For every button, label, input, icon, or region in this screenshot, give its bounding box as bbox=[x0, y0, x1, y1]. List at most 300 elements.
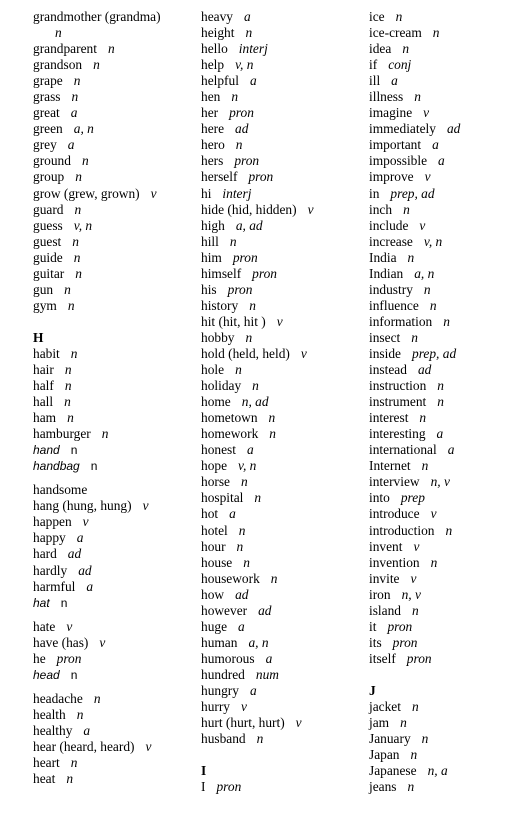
headword: into bbox=[369, 490, 390, 506]
part-of-speech: n bbox=[414, 89, 421, 105]
part-of-speech: prep, ad bbox=[390, 185, 435, 201]
headword: help bbox=[201, 57, 225, 73]
headword: have (has) bbox=[33, 634, 89, 650]
word-entry bbox=[201, 410, 366, 426]
headword: ice-cream bbox=[369, 25, 422, 41]
headword: Indian bbox=[369, 265, 404, 281]
part-of-speech: v bbox=[276, 313, 283, 329]
word-entry bbox=[369, 715, 527, 731]
headword: heart bbox=[33, 754, 60, 770]
part-of-speech: v bbox=[430, 506, 437, 522]
headword: international bbox=[369, 442, 437, 458]
part-of-speech: n bbox=[437, 378, 444, 394]
part-of-speech: v bbox=[66, 618, 73, 634]
part-of-speech: v bbox=[99, 634, 106, 650]
headword: interest bbox=[369, 410, 409, 426]
part-of-speech: ad bbox=[235, 586, 249, 602]
headword: industry bbox=[369, 281, 413, 297]
part-of-speech: a bbox=[265, 650, 273, 666]
part-of-speech: a bbox=[76, 530, 84, 546]
headword: it bbox=[369, 618, 377, 634]
word-entry bbox=[369, 250, 527, 266]
headword: influence bbox=[369, 297, 419, 313]
word-entry bbox=[201, 314, 366, 330]
headword: inside bbox=[369, 345, 401, 361]
part-of-speech: n bbox=[101, 426, 109, 442]
part-of-speech: a bbox=[243, 9, 251, 24]
part-of-speech: n bbox=[64, 361, 72, 377]
headword: height bbox=[201, 25, 235, 41]
word-entry bbox=[33, 426, 198, 442]
part-of-speech: v, n bbox=[235, 57, 254, 73]
headword: hour bbox=[201, 538, 226, 554]
headword: hear (heard, heard) bbox=[33, 738, 135, 754]
headword: January bbox=[369, 731, 411, 747]
headword: interview bbox=[369, 474, 420, 490]
part-of-speech: a bbox=[86, 578, 94, 594]
part-of-speech: n bbox=[64, 378, 72, 394]
word-entry bbox=[369, 89, 527, 105]
word-entry bbox=[201, 105, 366, 121]
word-entry bbox=[201, 731, 366, 747]
part-of-speech: n bbox=[407, 779, 415, 795]
word-entry bbox=[201, 73, 366, 89]
word-entry bbox=[33, 202, 198, 218]
word-entry bbox=[33, 458, 198, 482]
part-of-speech: ad bbox=[67, 546, 82, 562]
part-of-speech: n bbox=[73, 249, 81, 265]
part-of-speech: ad bbox=[258, 602, 272, 618]
part-of-speech: pron bbox=[248, 169, 274, 185]
headword: gun bbox=[33, 281, 54, 297]
part-of-speech: ad bbox=[446, 121, 461, 137]
word-entry bbox=[369, 458, 527, 474]
headword: immediately bbox=[369, 121, 436, 137]
part-of-speech: n bbox=[241, 474, 248, 490]
part-of-speech: n bbox=[410, 747, 418, 763]
word-entry bbox=[201, 635, 366, 651]
word-entry bbox=[33, 619, 198, 635]
headword: guitar bbox=[33, 265, 65, 281]
word-entry bbox=[33, 57, 198, 73]
headword: grey bbox=[33, 137, 57, 153]
section-spacer bbox=[201, 747, 366, 763]
headword: husband bbox=[201, 731, 246, 747]
part-of-speech: prep, ad bbox=[412, 345, 457, 361]
headword: high bbox=[201, 217, 225, 233]
part-of-speech: a bbox=[70, 105, 78, 121]
word-entry bbox=[201, 442, 366, 458]
part-of-speech: v bbox=[150, 185, 157, 201]
part-of-speech: n bbox=[90, 459, 98, 474]
word-entry bbox=[369, 266, 527, 282]
headword: if bbox=[369, 57, 378, 73]
headword: improve bbox=[369, 169, 414, 185]
part-of-speech: n bbox=[411, 329, 418, 345]
headword: grandparent bbox=[33, 41, 97, 57]
headword: hide (hid, hidden) bbox=[201, 201, 297, 217]
headword: hobby bbox=[201, 329, 235, 345]
word-entry bbox=[33, 739, 198, 755]
word-entry bbox=[369, 603, 527, 619]
word-entry bbox=[33, 121, 198, 137]
word-entry bbox=[369, 490, 527, 506]
word-entry bbox=[201, 378, 366, 394]
headword: housework bbox=[201, 570, 260, 586]
headword: instruction bbox=[369, 378, 427, 394]
part-of-speech: n bbox=[268, 410, 276, 426]
part-of-speech: num bbox=[255, 666, 279, 682]
headword: handbag bbox=[33, 459, 80, 474]
word-entry bbox=[201, 9, 366, 25]
part-of-speech: n, v bbox=[430, 474, 450, 490]
part-of-speech: n bbox=[70, 667, 78, 682]
section-spacer bbox=[33, 314, 198, 330]
headword: insect bbox=[369, 329, 401, 345]
part-of-speech: pron bbox=[234, 153, 260, 169]
headword: ground bbox=[33, 153, 71, 169]
word-column-3 bbox=[369, 9, 527, 795]
part-of-speech: n bbox=[412, 602, 419, 618]
word-entry bbox=[33, 771, 198, 787]
part-of-speech: pron bbox=[392, 634, 418, 650]
word-entry bbox=[33, 346, 198, 362]
part-of-speech: n bbox=[243, 554, 250, 570]
part-of-speech: n bbox=[245, 329, 253, 345]
word-entry bbox=[201, 250, 366, 266]
word-entry bbox=[33, 595, 198, 619]
part-of-speech: n bbox=[70, 345, 78, 361]
headword: its bbox=[369, 634, 382, 650]
headword: Japan bbox=[369, 747, 400, 763]
word-entry bbox=[33, 530, 198, 546]
word-entry bbox=[369, 523, 527, 539]
part-of-speech: ad bbox=[235, 121, 249, 137]
part-of-speech: n bbox=[445, 522, 453, 538]
word-entry bbox=[33, 169, 198, 185]
headword: holiday bbox=[201, 378, 242, 394]
word-entry bbox=[369, 153, 527, 169]
word-entry bbox=[33, 378, 198, 394]
headword: health bbox=[33, 706, 66, 722]
headword: hill bbox=[201, 233, 219, 249]
word-entry bbox=[369, 202, 527, 218]
part-of-speech: n bbox=[430, 554, 438, 570]
part-of-speech: pron bbox=[216, 779, 242, 795]
word-entry bbox=[369, 314, 527, 330]
part-of-speech: a bbox=[229, 506, 236, 522]
word-column-1 bbox=[33, 9, 198, 787]
word-entry bbox=[33, 394, 198, 410]
word-entry bbox=[201, 426, 366, 442]
part-of-speech: a bbox=[432, 137, 439, 153]
headword: heavy bbox=[201, 9, 233, 24]
headword: headache bbox=[33, 690, 83, 706]
word-entry bbox=[201, 651, 366, 667]
part-of-speech: a bbox=[447, 442, 455, 458]
headword: hers bbox=[201, 153, 224, 169]
headword: ham bbox=[33, 410, 57, 426]
headword: invention bbox=[369, 554, 420, 570]
word-entry bbox=[201, 603, 366, 619]
part-of-speech: n bbox=[395, 9, 403, 24]
word-entry bbox=[201, 298, 366, 314]
headword: invite bbox=[369, 570, 400, 586]
word-entry bbox=[369, 474, 527, 490]
headword: heat bbox=[33, 770, 56, 786]
word-entry bbox=[33, 723, 198, 739]
part-of-speech: n bbox=[72, 233, 79, 249]
part-of-speech: n bbox=[70, 754, 78, 770]
headword: guard bbox=[33, 201, 64, 217]
headword: hardly bbox=[33, 562, 68, 578]
headword: green bbox=[33, 121, 63, 137]
word-entry bbox=[369, 41, 527, 57]
word-entry bbox=[369, 330, 527, 346]
part-of-speech: n bbox=[231, 89, 239, 105]
word-entry bbox=[369, 25, 527, 41]
headword: helpful bbox=[201, 73, 239, 89]
part-of-speech: n bbox=[437, 394, 444, 410]
part-of-speech: n bbox=[73, 73, 81, 89]
word-entry bbox=[201, 89, 366, 105]
part-of-speech: n bbox=[402, 41, 410, 57]
word-entry bbox=[33, 250, 198, 266]
headword: instrument bbox=[369, 394, 427, 410]
word-entry bbox=[369, 282, 527, 298]
headword: itself bbox=[369, 650, 396, 666]
headword: grandmother (grandma) bbox=[33, 9, 161, 24]
part-of-speech: a bbox=[238, 618, 245, 634]
headword: introduction bbox=[369, 522, 435, 538]
word-entry bbox=[201, 571, 366, 587]
letter-heading: J bbox=[369, 682, 376, 698]
word-entry bbox=[369, 57, 527, 73]
word-entry bbox=[369, 506, 527, 522]
word-entry bbox=[369, 763, 527, 779]
part-of-speech: v bbox=[423, 105, 430, 121]
headword: island bbox=[369, 602, 401, 618]
part-of-speech: a bbox=[246, 442, 254, 458]
word-entry bbox=[33, 298, 198, 314]
word-entry bbox=[33, 234, 198, 250]
headword: hello bbox=[201, 41, 228, 57]
headword: hand bbox=[33, 443, 60, 458]
part-of-speech: n bbox=[93, 57, 100, 73]
word-entry bbox=[201, 779, 366, 795]
part-of-speech: pron bbox=[56, 650, 82, 666]
headword: home bbox=[201, 394, 231, 410]
word-entry bbox=[201, 490, 366, 506]
headword: iron bbox=[369, 586, 391, 602]
headword: however bbox=[201, 602, 248, 618]
part-of-speech: n bbox=[236, 538, 244, 554]
headword: head bbox=[33, 667, 60, 682]
part-of-speech: v bbox=[410, 570, 417, 586]
headword: hurry bbox=[201, 699, 231, 715]
headword: grape bbox=[33, 73, 63, 89]
headword: idea bbox=[369, 41, 392, 57]
part-of-speech: n bbox=[423, 281, 431, 297]
part-of-speech: n bbox=[60, 595, 68, 610]
word-entry bbox=[33, 579, 198, 595]
headword: hurt (hurt, hurt) bbox=[201, 715, 285, 731]
word-entry bbox=[33, 266, 198, 282]
word-entry bbox=[369, 169, 527, 185]
headword: hang (hung, hung) bbox=[33, 498, 132, 514]
headword: interesting bbox=[369, 426, 426, 442]
word-entry bbox=[33, 635, 198, 651]
part-of-speech: n bbox=[269, 426, 276, 442]
part-of-speech: v bbox=[241, 699, 247, 715]
part-of-speech: pron bbox=[232, 249, 258, 265]
word-entry bbox=[369, 410, 527, 426]
part-of-speech: prep bbox=[400, 490, 425, 506]
headword: human bbox=[201, 634, 238, 650]
part-of-speech: pron bbox=[229, 105, 254, 121]
part-of-speech: n bbox=[107, 41, 115, 57]
part-of-speech: n bbox=[81, 153, 89, 169]
word-entry bbox=[369, 619, 527, 635]
part-of-speech: pron bbox=[406, 650, 432, 666]
headword: information bbox=[369, 313, 433, 329]
word-entry bbox=[33, 755, 198, 771]
part-of-speech: n bbox=[70, 443, 78, 458]
headword: honest bbox=[201, 442, 236, 458]
word-entry bbox=[33, 482, 198, 498]
part-of-speech: conj bbox=[388, 57, 412, 73]
headword: handsome bbox=[33, 482, 88, 498]
headword: himself bbox=[201, 265, 242, 281]
word-entry bbox=[201, 153, 366, 169]
headword: hotel bbox=[201, 522, 228, 538]
part-of-speech: n bbox=[400, 715, 407, 731]
headword: grass bbox=[33, 89, 61, 105]
headword: him bbox=[201, 249, 222, 265]
headword: herself bbox=[201, 169, 238, 185]
part-of-speech: n bbox=[421, 458, 429, 474]
letter-heading: H bbox=[33, 329, 44, 345]
headword: hole bbox=[201, 362, 225, 378]
headword: grow (grew, grown) bbox=[33, 185, 140, 201]
part-of-speech: pron bbox=[252, 265, 277, 281]
word-entry bbox=[369, 394, 527, 410]
word-entry bbox=[201, 715, 366, 731]
part-of-speech: n bbox=[93, 690, 101, 706]
part-of-speech: interj bbox=[222, 185, 252, 201]
headword: hope bbox=[201, 458, 228, 474]
word-entry bbox=[369, 731, 527, 747]
word-entry bbox=[33, 41, 198, 57]
headword: humorous bbox=[201, 650, 255, 666]
part-of-speech: n bbox=[64, 394, 71, 410]
part-of-speech: n bbox=[64, 281, 71, 297]
part-of-speech: a bbox=[83, 722, 91, 738]
word-entry bbox=[33, 362, 198, 378]
word-entry bbox=[33, 563, 198, 579]
headword: grandson bbox=[33, 57, 83, 73]
part-of-speech: n bbox=[252, 378, 259, 394]
part-of-speech: v bbox=[82, 514, 89, 530]
part-of-speech: v bbox=[142, 498, 149, 514]
headword: harmful bbox=[33, 578, 76, 594]
part-of-speech: v, n bbox=[73, 217, 93, 233]
part-of-speech: n bbox=[256, 731, 264, 747]
word-entry bbox=[201, 121, 366, 137]
word-entry bbox=[369, 442, 527, 458]
word-entry bbox=[201, 362, 366, 378]
part-of-speech: n bbox=[249, 297, 256, 313]
headword: hall bbox=[33, 394, 54, 410]
word-entry bbox=[369, 105, 527, 121]
word-entry bbox=[369, 699, 527, 715]
part-of-speech: pron bbox=[227, 281, 253, 297]
word-entry bbox=[201, 346, 366, 362]
part-of-speech: n bbox=[421, 731, 429, 747]
word-entry bbox=[33, 546, 198, 562]
part-of-speech: a, n bbox=[414, 265, 435, 281]
word-entry bbox=[33, 282, 198, 298]
headword: I bbox=[201, 779, 206, 795]
headword: half bbox=[33, 378, 54, 394]
headword: habit bbox=[33, 345, 60, 361]
headword: hair bbox=[33, 361, 54, 377]
headword: hometown bbox=[201, 410, 258, 426]
word-entry bbox=[369, 426, 527, 442]
word-entry bbox=[369, 121, 527, 137]
headword: instead bbox=[369, 362, 407, 378]
word-entry bbox=[369, 651, 527, 667]
word-entry bbox=[201, 474, 366, 490]
word-entry bbox=[369, 346, 527, 362]
headword: Japanese bbox=[369, 763, 417, 779]
part-of-speech: v, n bbox=[423, 233, 443, 249]
part-of-speech: a bbox=[249, 73, 257, 89]
headword: group bbox=[33, 169, 65, 185]
headword: important bbox=[369, 137, 422, 153]
word-entry bbox=[201, 202, 366, 218]
headword: guide bbox=[33, 249, 63, 265]
headword: house bbox=[201, 554, 233, 570]
headword: hen bbox=[201, 89, 221, 105]
headword: how bbox=[201, 586, 225, 602]
part-of-speech: v, n bbox=[238, 458, 257, 474]
word-entry bbox=[369, 539, 527, 555]
headword: impossible bbox=[369, 153, 428, 169]
part-of-speech: v bbox=[295, 715, 302, 731]
word-entry bbox=[369, 378, 527, 394]
part-of-speech: n, ad bbox=[241, 394, 269, 410]
part-of-speech: n bbox=[429, 297, 437, 313]
headword: hard bbox=[33, 546, 57, 562]
headword: include bbox=[369, 217, 409, 233]
part-of-speech: n bbox=[235, 362, 242, 378]
part-of-speech: v bbox=[307, 201, 314, 217]
headword: invent bbox=[369, 538, 403, 554]
headword: ill bbox=[369, 73, 381, 89]
word-entry bbox=[33, 186, 198, 202]
word-entry bbox=[201, 137, 366, 153]
headword: jam bbox=[369, 715, 390, 731]
part-of-speech: ad bbox=[78, 562, 92, 578]
headword: gym bbox=[33, 297, 57, 313]
part-of-speech: v bbox=[419, 217, 426, 233]
headword: hat bbox=[33, 595, 50, 610]
headword: happen bbox=[33, 514, 72, 530]
part-of-speech: n bbox=[76, 706, 84, 722]
part-of-speech: pron bbox=[387, 618, 413, 634]
part-of-speech: n bbox=[411, 698, 419, 714]
